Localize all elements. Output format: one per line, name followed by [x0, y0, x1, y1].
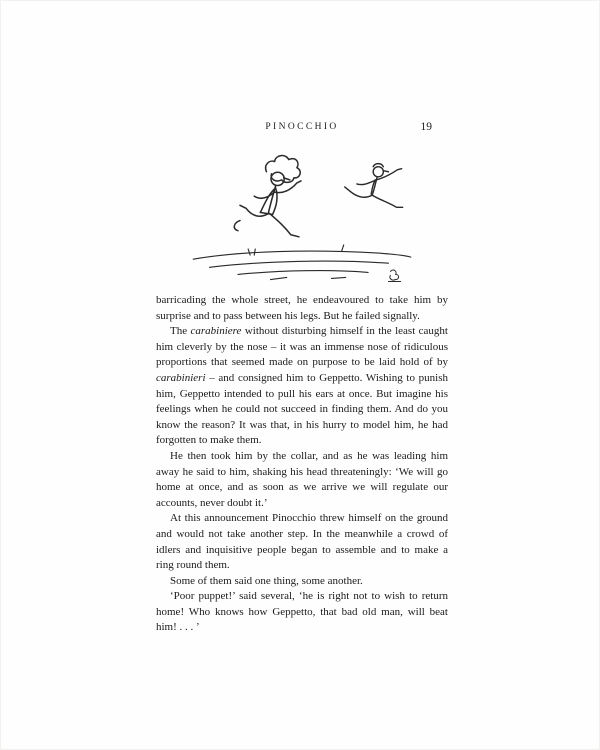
body-text: without disturbing himself in the least caught him cleverly by the nose – it was an immense nose of ridiculous proportions that seemed made on purpose to be laid hold of by — [156, 325, 448, 369]
running-title: PINOCCHIO — [265, 122, 339, 132]
italic-text: carabiniere — [190, 325, 242, 338]
body-text: The — [170, 325, 191, 338]
text-block — [156, 293, 448, 636]
artist-monogram — [388, 270, 400, 281]
body-text: At this announcement Pinocchio threw himself on the ground and would not take another step. In the meanwhile a crowd of idlers and inquisitive people began to assemble and to make a ring round them. — [156, 512, 448, 572]
body-text: Some of them said one thing, some another. — [170, 574, 363, 587]
body-text: ‘Poor puppet!’ said several, ‘he is right not to wish to return home! Who knows how Geppetto, that bad old man, will beat him! . . . ’ — [156, 590, 448, 634]
paragraph — [156, 511, 448, 573]
illustration — [179, 147, 423, 289]
paragraph — [156, 324, 448, 449]
two-running-figures-illustration — [179, 147, 423, 289]
fleeing-figure — [345, 164, 403, 208]
paragraph — [156, 449, 448, 511]
chasing-figure — [234, 156, 301, 237]
paragraph — [156, 293, 448, 324]
body-text: – and consigned him to Geppetto. Wishing to punish him, Geppetto intended to pull his ears at once. But imagine his feelings when he could not succeed in finding them. And do you know the reason? It was that, in his hurry to model him, he had forgotten to make them. — [156, 371, 448, 447]
italic-text: carabinieri — [156, 371, 206, 384]
ground-sketch — [193, 245, 411, 280]
body-text: He then took him by the collar, and as he was leading him away he said to him, shaking his head threateningly: ‘We will go home at once, and as soon as we arrive we will regulate our accounts, never doubt it.’ — [156, 449, 448, 509]
page-number: 19 — [420, 121, 432, 133]
page-header — [156, 122, 448, 138]
paragraph — [156, 589, 448, 636]
paragraph — [156, 574, 448, 590]
body-text: barricading the whole street, he endeavoured to take him by surprise and to pass between his legs. But he failed signally. — [156, 294, 448, 322]
